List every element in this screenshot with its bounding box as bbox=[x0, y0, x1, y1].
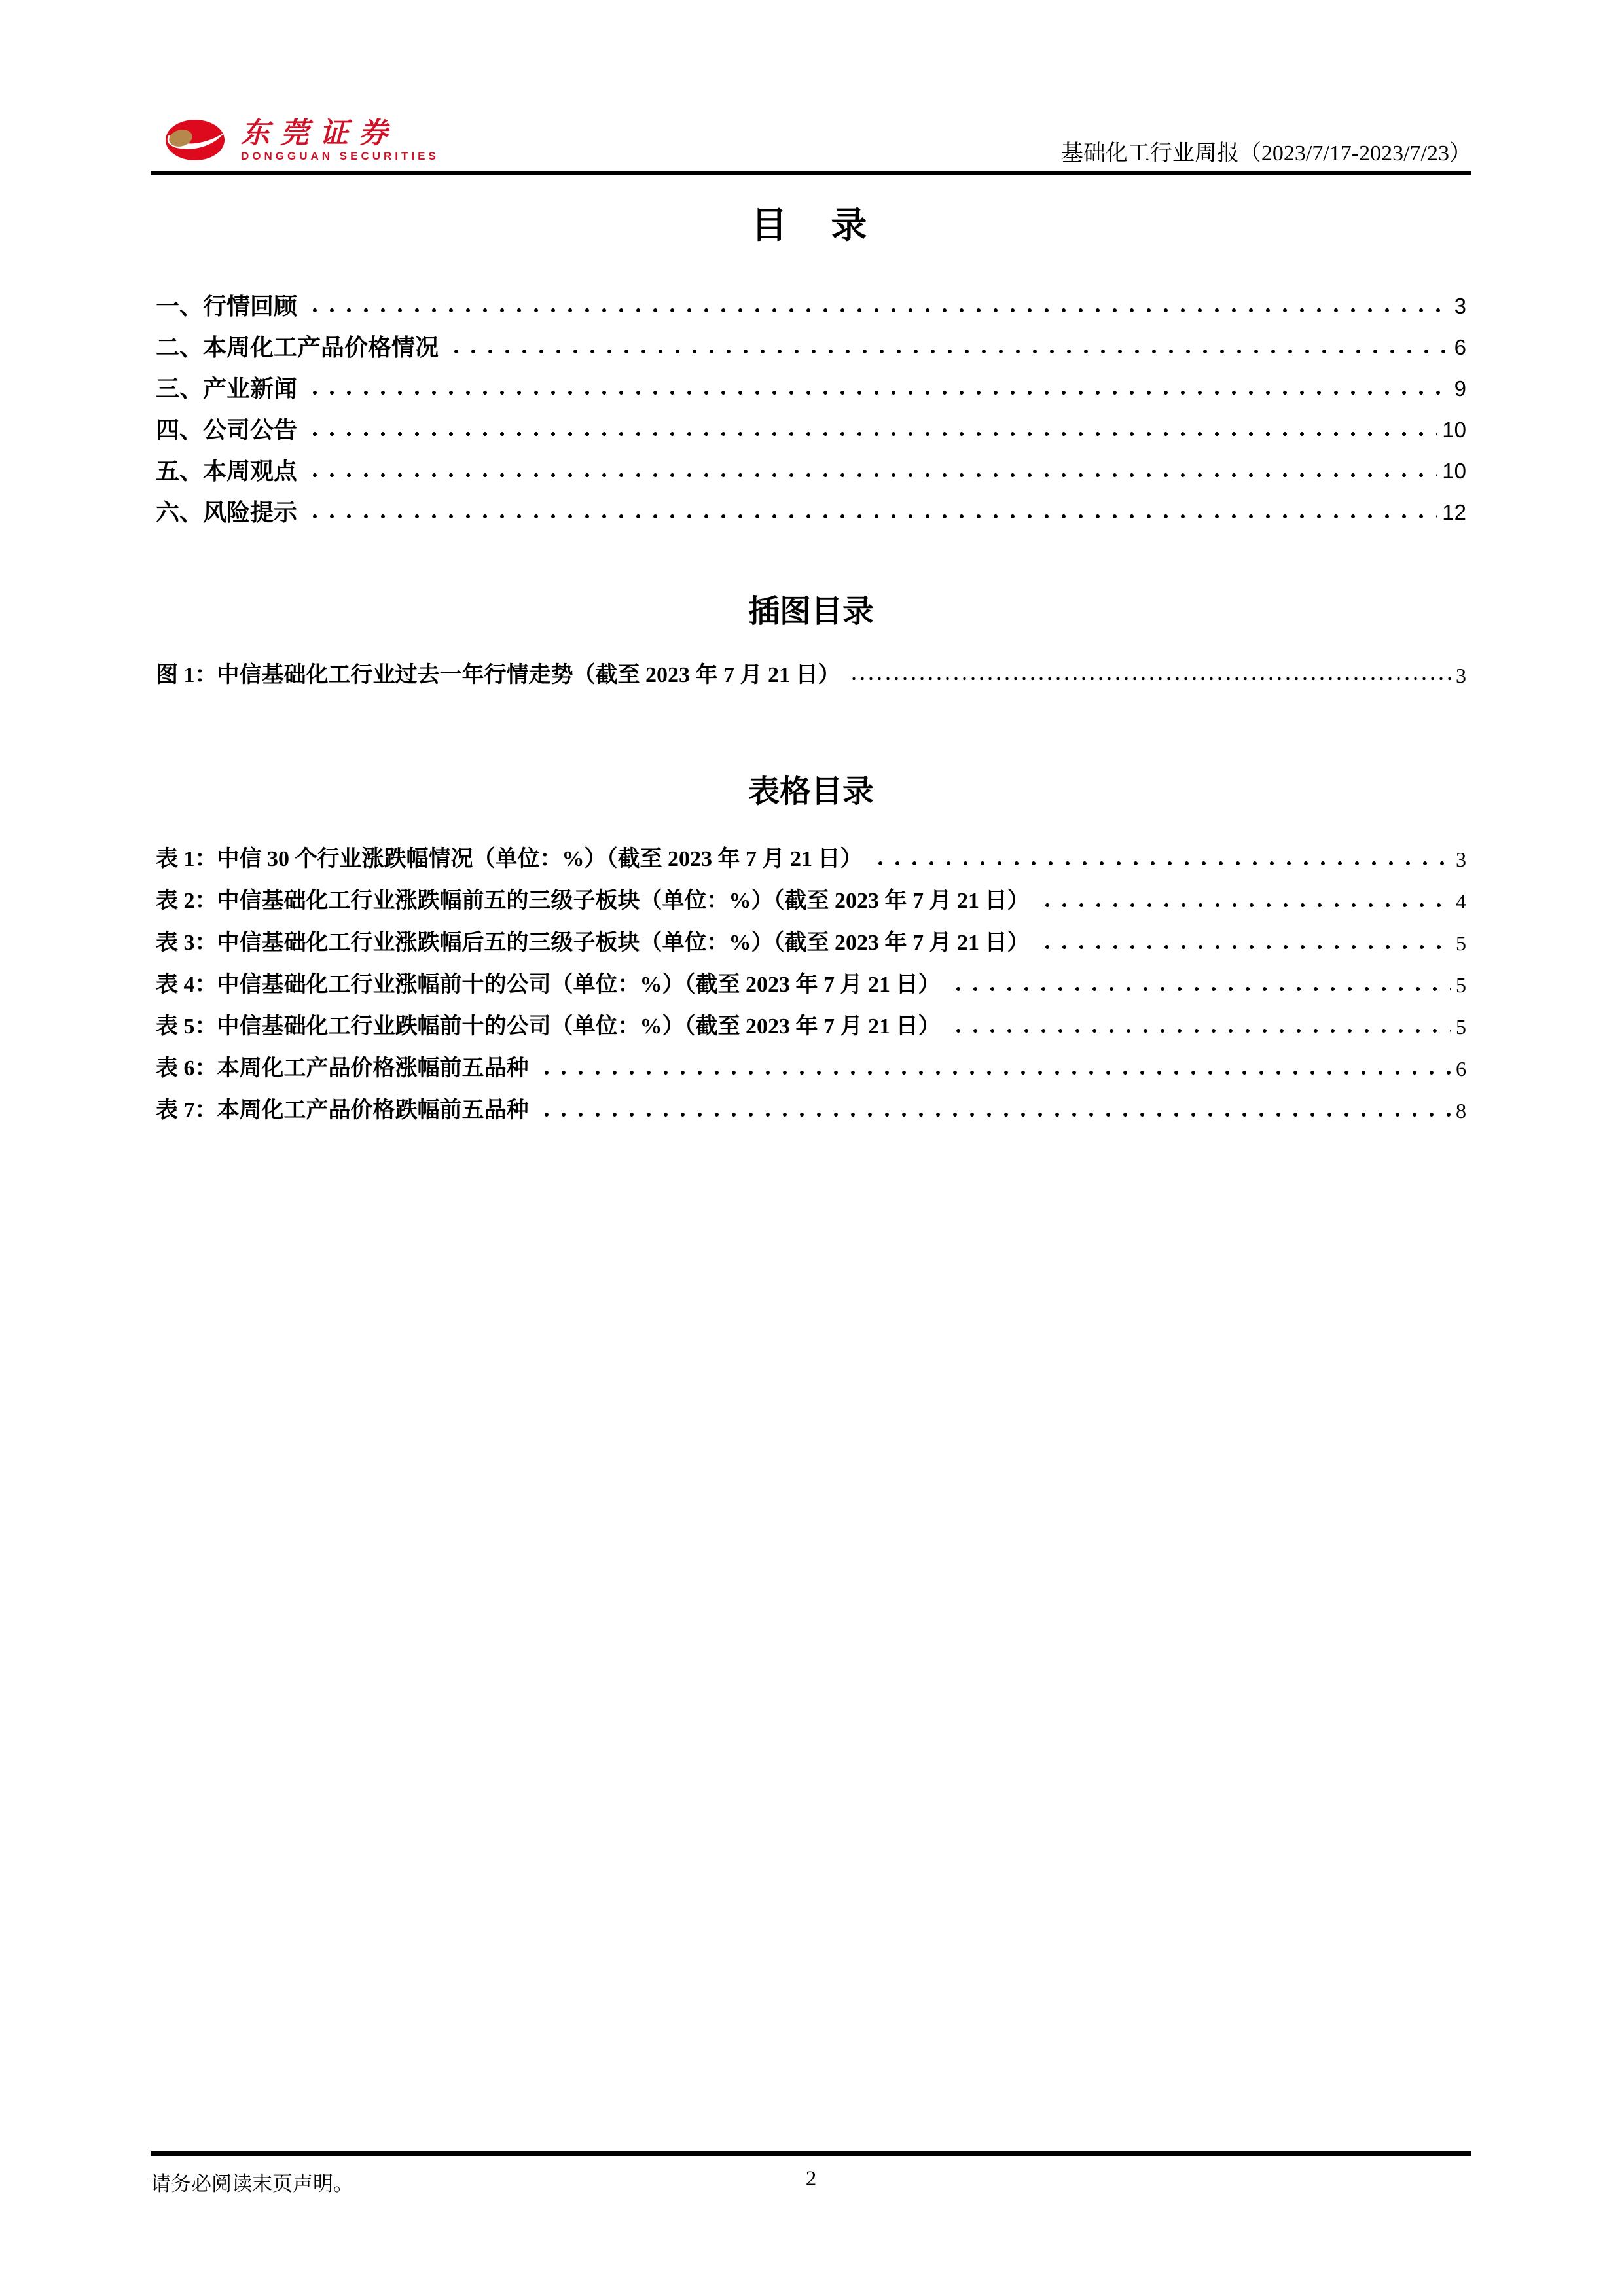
page-number: 2 bbox=[805, 2167, 817, 2191]
toc-entry[interactable] bbox=[156, 488, 1466, 529]
dot-leader bbox=[538, 1086, 1451, 1124]
table-toc-entry[interactable] bbox=[156, 876, 1466, 918]
toc-entry[interactable] bbox=[156, 447, 1466, 488]
toc-entry-page: 3 bbox=[1454, 294, 1466, 318]
table-toc-entry-page: 5 bbox=[1456, 1015, 1466, 1039]
dot-leader bbox=[950, 960, 1451, 998]
toc-entry-label: 四、公司公告 bbox=[156, 416, 298, 443]
table-toc-entry-page: 3 bbox=[1456, 848, 1466, 871]
toc-entry[interactable] bbox=[156, 365, 1466, 406]
dot-leader bbox=[306, 406, 1437, 443]
table-toc-entry-page: 5 bbox=[1456, 973, 1466, 997]
tables-toc-title: 表格目录 bbox=[748, 774, 874, 809]
report-title: 基础化工行业周报（2023/7/17-2023/7/23） bbox=[1060, 141, 1471, 166]
logo-english-name: DONGGUAN SECURITIES bbox=[241, 150, 439, 162]
table-toc-entry-label: 表 4：中信基础化工行业涨幅前十的公司（单位：%）（截至 2023 年 7 月 21 日） bbox=[156, 973, 941, 997]
logo-chinese-name: 东莞证券 bbox=[241, 117, 398, 149]
dot-leader bbox=[872, 834, 1451, 872]
dot-leader bbox=[448, 323, 1449, 361]
toc-entry-page: 9 bbox=[1454, 376, 1466, 401]
toc-content bbox=[156, 190, 1466, 1128]
dot-leader bbox=[306, 365, 1449, 402]
dot-leader bbox=[1039, 876, 1451, 914]
table-toc-entry[interactable] bbox=[156, 918, 1466, 960]
logo-text bbox=[241, 119, 439, 162]
page-header bbox=[151, 0, 1471, 175]
dongguan-securities-logo-icon bbox=[165, 119, 225, 162]
dot-leader bbox=[306, 282, 1449, 319]
toc-title: 目 录 bbox=[751, 205, 871, 245]
table-toc-entry-label: 表 5：中信基础化工行业跌幅前十的公司（单位：%）（截至 2023 年 7 月 21 日） bbox=[156, 1014, 941, 1039]
table-toc-entry-page: 6 bbox=[1456, 1057, 1466, 1081]
figures-toc-title: 插图目录 bbox=[748, 594, 874, 629]
toc-entry-label: 五、本周观点 bbox=[156, 457, 298, 484]
figure-toc-entry-label: 图 1：中信基础化工行业过去一年行情走势（截至 2023 年 7 月 21 日） bbox=[156, 663, 840, 687]
toc-entry-page: 12 bbox=[1442, 500, 1466, 524]
table-toc-entry-page: 5 bbox=[1456, 931, 1466, 955]
toc-entry-label: 三、产业新闻 bbox=[156, 375, 298, 402]
dot-leader bbox=[306, 447, 1437, 484]
table-toc-entry-label: 表 2：中信基础化工行业涨跌幅前五的三级子板块（单位：%）（截至 2023 年 7 月 21 日） bbox=[156, 889, 1030, 913]
toc-entry-label: 六、风险提示 bbox=[156, 499, 298, 526]
toc-entry-page: 6 bbox=[1454, 335, 1466, 359]
dot-leader bbox=[950, 1002, 1451, 1040]
table-toc-entry-label: 表 7：本周化工产品价格跌幅前五品种 bbox=[156, 1098, 529, 1122]
dot-leader bbox=[306, 488, 1437, 526]
dot-leader bbox=[538, 1044, 1451, 1082]
toc-entry-label: 一、行情回顾 bbox=[156, 293, 298, 319]
table-toc-entry-page: 4 bbox=[1456, 889, 1466, 913]
page-footer bbox=[151, 2151, 1471, 2197]
dot-leader bbox=[850, 651, 1451, 689]
figure-toc-entry[interactable] bbox=[156, 651, 1466, 692]
toc-entry[interactable] bbox=[156, 282, 1466, 323]
table-toc-entry[interactable] bbox=[156, 1044, 1466, 1086]
company-logo bbox=[165, 119, 439, 162]
figures-toc-list bbox=[156, 651, 1466, 692]
table-toc-entry-label: 表 3：中信基础化工行业涨跌幅后五的三级子板块（单位：%）（截至 2023 年 7 月 21 日） bbox=[156, 931, 1030, 955]
toc-entry[interactable] bbox=[156, 323, 1466, 365]
table-toc-entry-page: 8 bbox=[1456, 1099, 1466, 1122]
figure-toc-entry-page: 3 bbox=[1456, 664, 1466, 687]
toc-entry-label: 二、本周化工产品价格情况 bbox=[156, 334, 439, 361]
tables-toc-list bbox=[156, 834, 1466, 1128]
table-toc-entry[interactable] bbox=[156, 1002, 1466, 1044]
toc-entry[interactable] bbox=[156, 406, 1466, 447]
table-toc-entry-label: 表 6：本周化工产品价格涨幅前五品种 bbox=[156, 1056, 529, 1081]
dot-leader bbox=[1039, 918, 1451, 956]
table-toc-entry[interactable] bbox=[156, 960, 1466, 1002]
toc-main-list bbox=[156, 282, 1466, 529]
footer-disclaimer: 请务必阅读末页声明。 bbox=[151, 2172, 353, 2195]
table-toc-entry[interactable] bbox=[156, 834, 1466, 876]
toc-entry-page: 10 bbox=[1442, 418, 1466, 442]
toc-entry-page: 10 bbox=[1442, 459, 1466, 483]
table-toc-entry-label: 表 1：中信 30 个行业涨跌幅情况（单位：%）（截至 2023 年 7 月 21 日） bbox=[156, 847, 863, 871]
table-toc-entry[interactable] bbox=[156, 1086, 1466, 1128]
